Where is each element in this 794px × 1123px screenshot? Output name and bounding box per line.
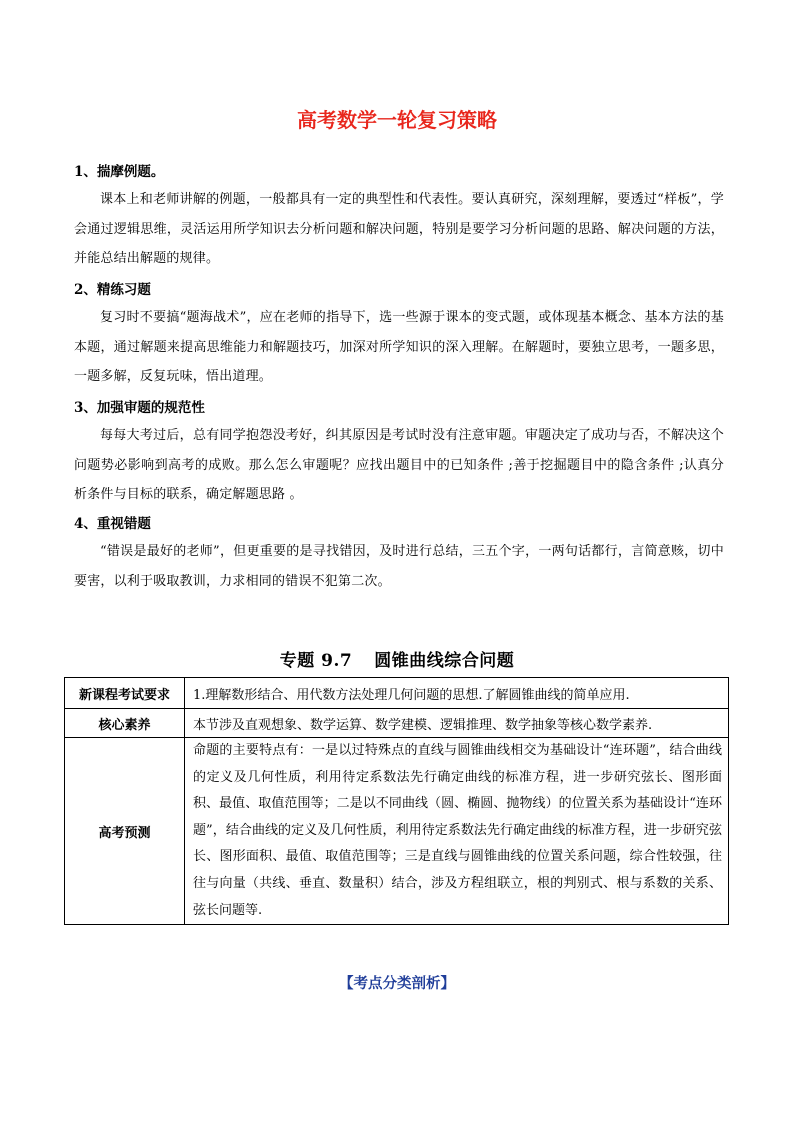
section-2-heading: 2、精练习题 [74,282,151,298]
topic-name: 圆锥曲线综合问题 [374,651,515,671]
row-label-core-literacy: 核心素养 [65,709,185,738]
section-3-heading: 3、加强审题的规范性 [74,400,205,416]
table-row [65,738,729,925]
main-title: 高考数学一轮复习策略 [297,108,497,132]
row-value-core-literacy: 本节涉及直观想象、数学运算、数学建模、逻辑推理、数学抽象等核心数学素养. [185,709,729,738]
section-4-text: “错误是最好的老师”，但更重要的是寻找错因，及时进行总结，三五个字，一两句话都行，言简意赅，切中要害，以利于吸取教训，力求相同的错误不犯第二次。 [74,544,724,589]
table-row [65,678,729,709]
row-label-forecast: 高考预测 [65,738,185,925]
row-value-requirements: 1.理解数形结合、用代数方法处理几何问题的思想.了解圆锥曲线的简单应用. [185,678,729,709]
row-value-forecast: 命题的主要特点有：一是以过特殊点的直线与圆锥曲线相交为基础设计“连环题”，结合曲线的定义及几何性质，利用待定系数法先行确定曲线的标准方程，进一步研究弦长、图形面积、最值、取值范围等；二是以不同曲线（圆、椭圆、抛物线）的位置关系为基础设计“连环题”，结合曲线的定义及几何性质，利用待定系数法先行确定曲线的标准方程，进一步研究弦长、图形面积、最值、取值范围等；三是直线与圆锥曲线的位置关系问题，综合性较强，往往与向量（共线、垂直、数量积）结合，涉及方程组联立，根的判别式、根与系数的关系、弦长问题等. [185,738,729,925]
analysis-heading: 【考点分类剖析】 [339,975,455,992]
row-label-requirements: 新课程考试要求 [65,678,185,709]
section-1-heading: 1、揣摩例题。 [74,164,165,180]
topic-title [0,646,794,671]
requirements-table [64,677,729,925]
section-2-text: 复习时不要搞“题海战术”，应在老师的指导下，选一些源于课本的变式题，或体现基本概念、基本方法的基本题，通过解题来提高思维能力和解题技巧，加深对所学知识的深入理解。在解题时，要独立思考，一题多思，一题多解，反复玩味，悟出道理。 [74,310,724,384]
topic-number: 专题 9.7 [279,651,353,671]
section-3-text: 每每大考过后，总有同学抱怨没考好，纠其原因是考试时没有注意审题。审题决定了成功与否，不解决这个问题势必影响到高考的成败。那么怎么审题呢？应找出题目中的已知条件 ;善于挖掘题目中的隐含条件 ;认真分析条件与目标的联系，确定解题思路 。 [74,428,724,502]
table-row [65,709,729,738]
section-4-heading: 4、重视错题 [74,516,151,532]
section-1-text: 课本上和老师讲解的例题，一般都具有一定的典型性和代表性。要认真研究，深刻理解，要透过“样板”，学会通过逻辑思维，灵活运用所学知识去分析问题和解决问题，特别是要学习分析问题的思路、解决问题的方法，并能总结出解题的规律。 [74,192,724,266]
